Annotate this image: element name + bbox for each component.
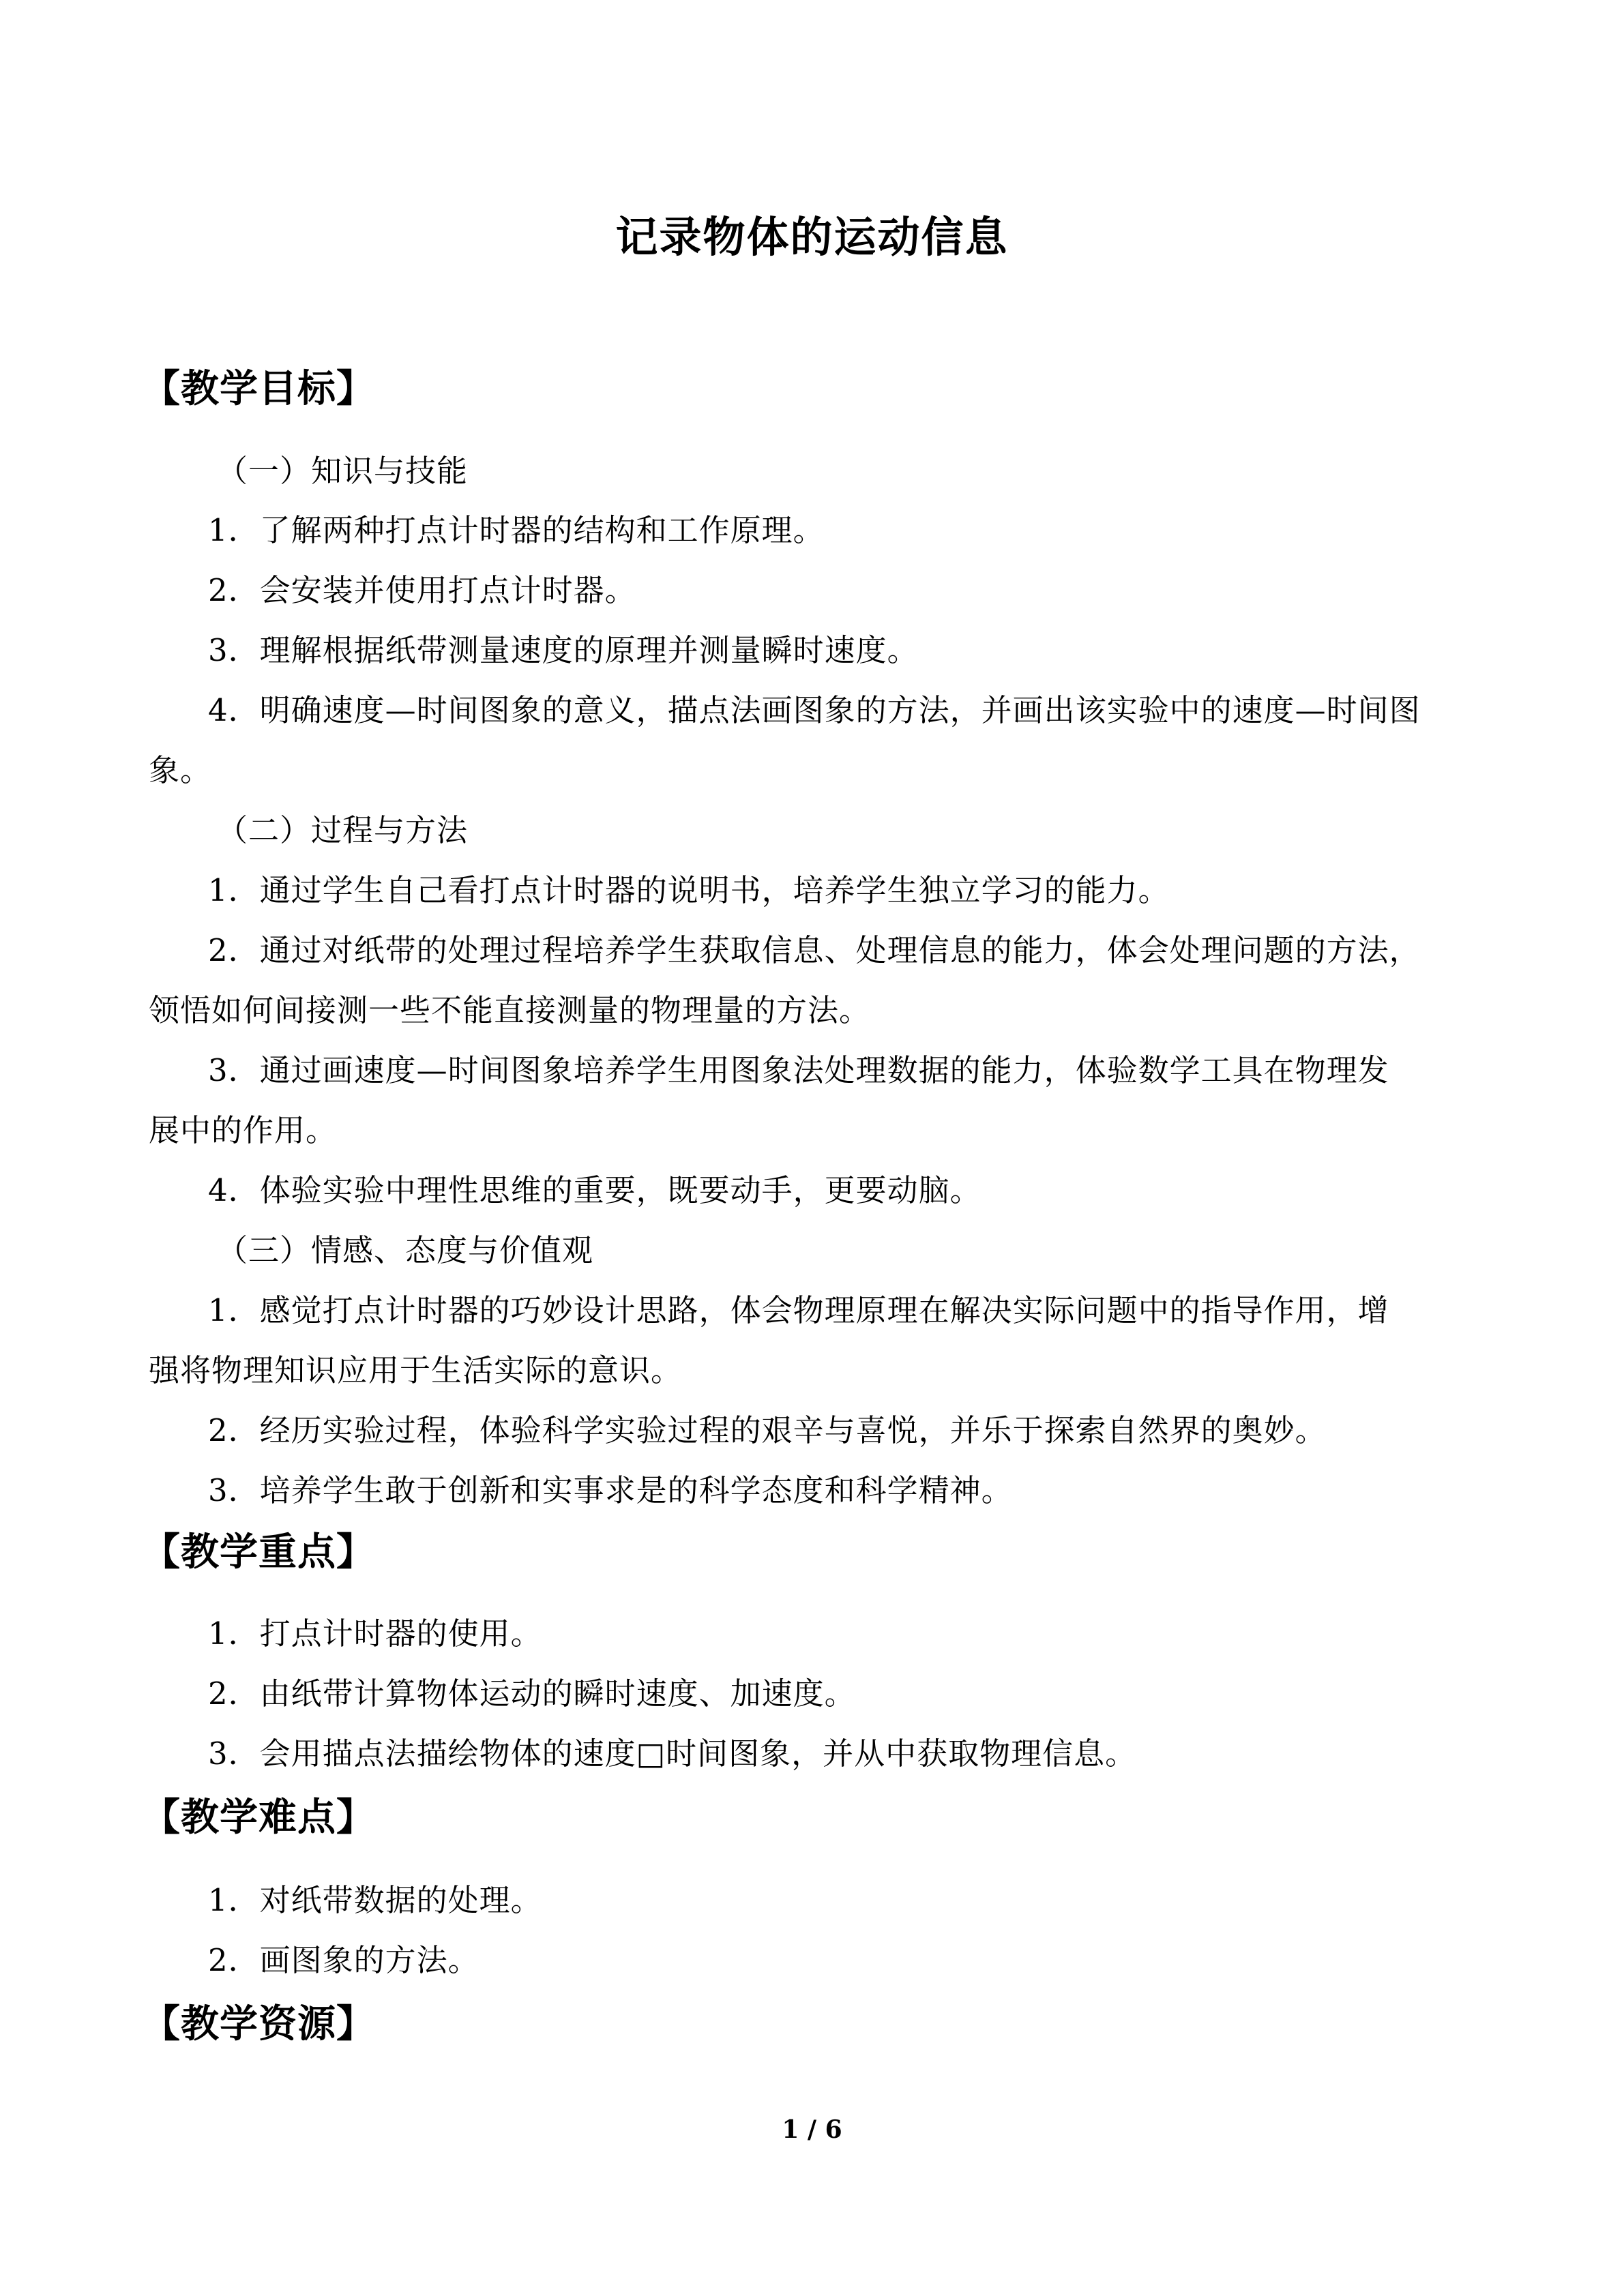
- section-heading-resources: 【教学资源】: [142, 2001, 375, 2046]
- subheading-emotions-values: （三）情感、态度与价值观: [217, 1232, 594, 1268]
- list-item: 3．培养学生敢于创新和实事求是的科学态度和科学精神。: [208, 1472, 1013, 1508]
- list-item: 2．通过对纸带的处理过程培养学生获取信息、处理信息的能力，体会处理问题的方法，: [208, 932, 1421, 968]
- list-item: 3．通过画速度—时间图象培养学生用图象法处理数据的能力，体验数学工具在物理发: [208, 1052, 1389, 1088]
- list-item: 4．明确速度—时间图象的意义，描点法画图象的方法，并画出该实验中的速度—时间图: [208, 692, 1421, 728]
- list-item: 1．对纸带数据的处理。: [208, 1882, 542, 1918]
- section-heading-difficulties: 【教学难点】: [142, 1795, 375, 1840]
- section-heading-objectives: 【教学目标】: [142, 366, 375, 411]
- list-item-continuation: 强将物理知识应用于生活实际的意识。: [149, 1352, 683, 1388]
- list-item: 2．会安装并使用打点计时器。: [208, 572, 636, 608]
- list-item: 1．了解两种打点计时器的结构和工作原理。: [208, 512, 825, 548]
- list-item: 1．打点计时器的使用。: [208, 1615, 542, 1652]
- list-item: 1．感觉打点计时器的巧妙设计思路，体会物理原理在解决实际问题中的指导作用，增: [208, 1292, 1389, 1328]
- page-number: 1 / 6: [782, 2115, 842, 2144]
- list-item: 2．经历实验过程，体验科学实验过程的艰辛与喜悦，并乐于探索自然界的奥妙。: [208, 1412, 1327, 1448]
- subheading-process-methods: （二）过程与方法: [217, 812, 469, 848]
- list-item-continuation: 象。: [149, 752, 212, 788]
- list-item: 1．通过学生自己看打点计时器的说明书，培养学生独立学习的能力。: [208, 872, 1170, 908]
- list-item-continuation: 领悟如何间接测一些不能直接测量的物理量的方法。: [149, 992, 871, 1028]
- list-item: 3．理解根据纸带测量速度的原理并测量瞬时速度。: [208, 632, 919, 668]
- section-heading-keypoints: 【教学重点】: [142, 1530, 375, 1575]
- subheading-knowledge-skills: （一）知识与技能: [217, 453, 469, 489]
- list-item: 4．体验实验中理性思维的重要，既要动手，更要动脑。: [208, 1172, 981, 1208]
- list-item-continuation: 展中的作用。: [149, 1112, 338, 1148]
- list-item: 2．画图象的方法。: [208, 1942, 479, 1978]
- list-item: 2．由纸带计算物体运动的瞬时速度、加速度。: [208, 1675, 856, 1712]
- page-title: 记录物体的运动信息: [615, 212, 1009, 262]
- list-item: 3．会用描点法描绘物体的速度□时间图象，并从中获取物理信息。: [208, 1735, 1137, 1772]
